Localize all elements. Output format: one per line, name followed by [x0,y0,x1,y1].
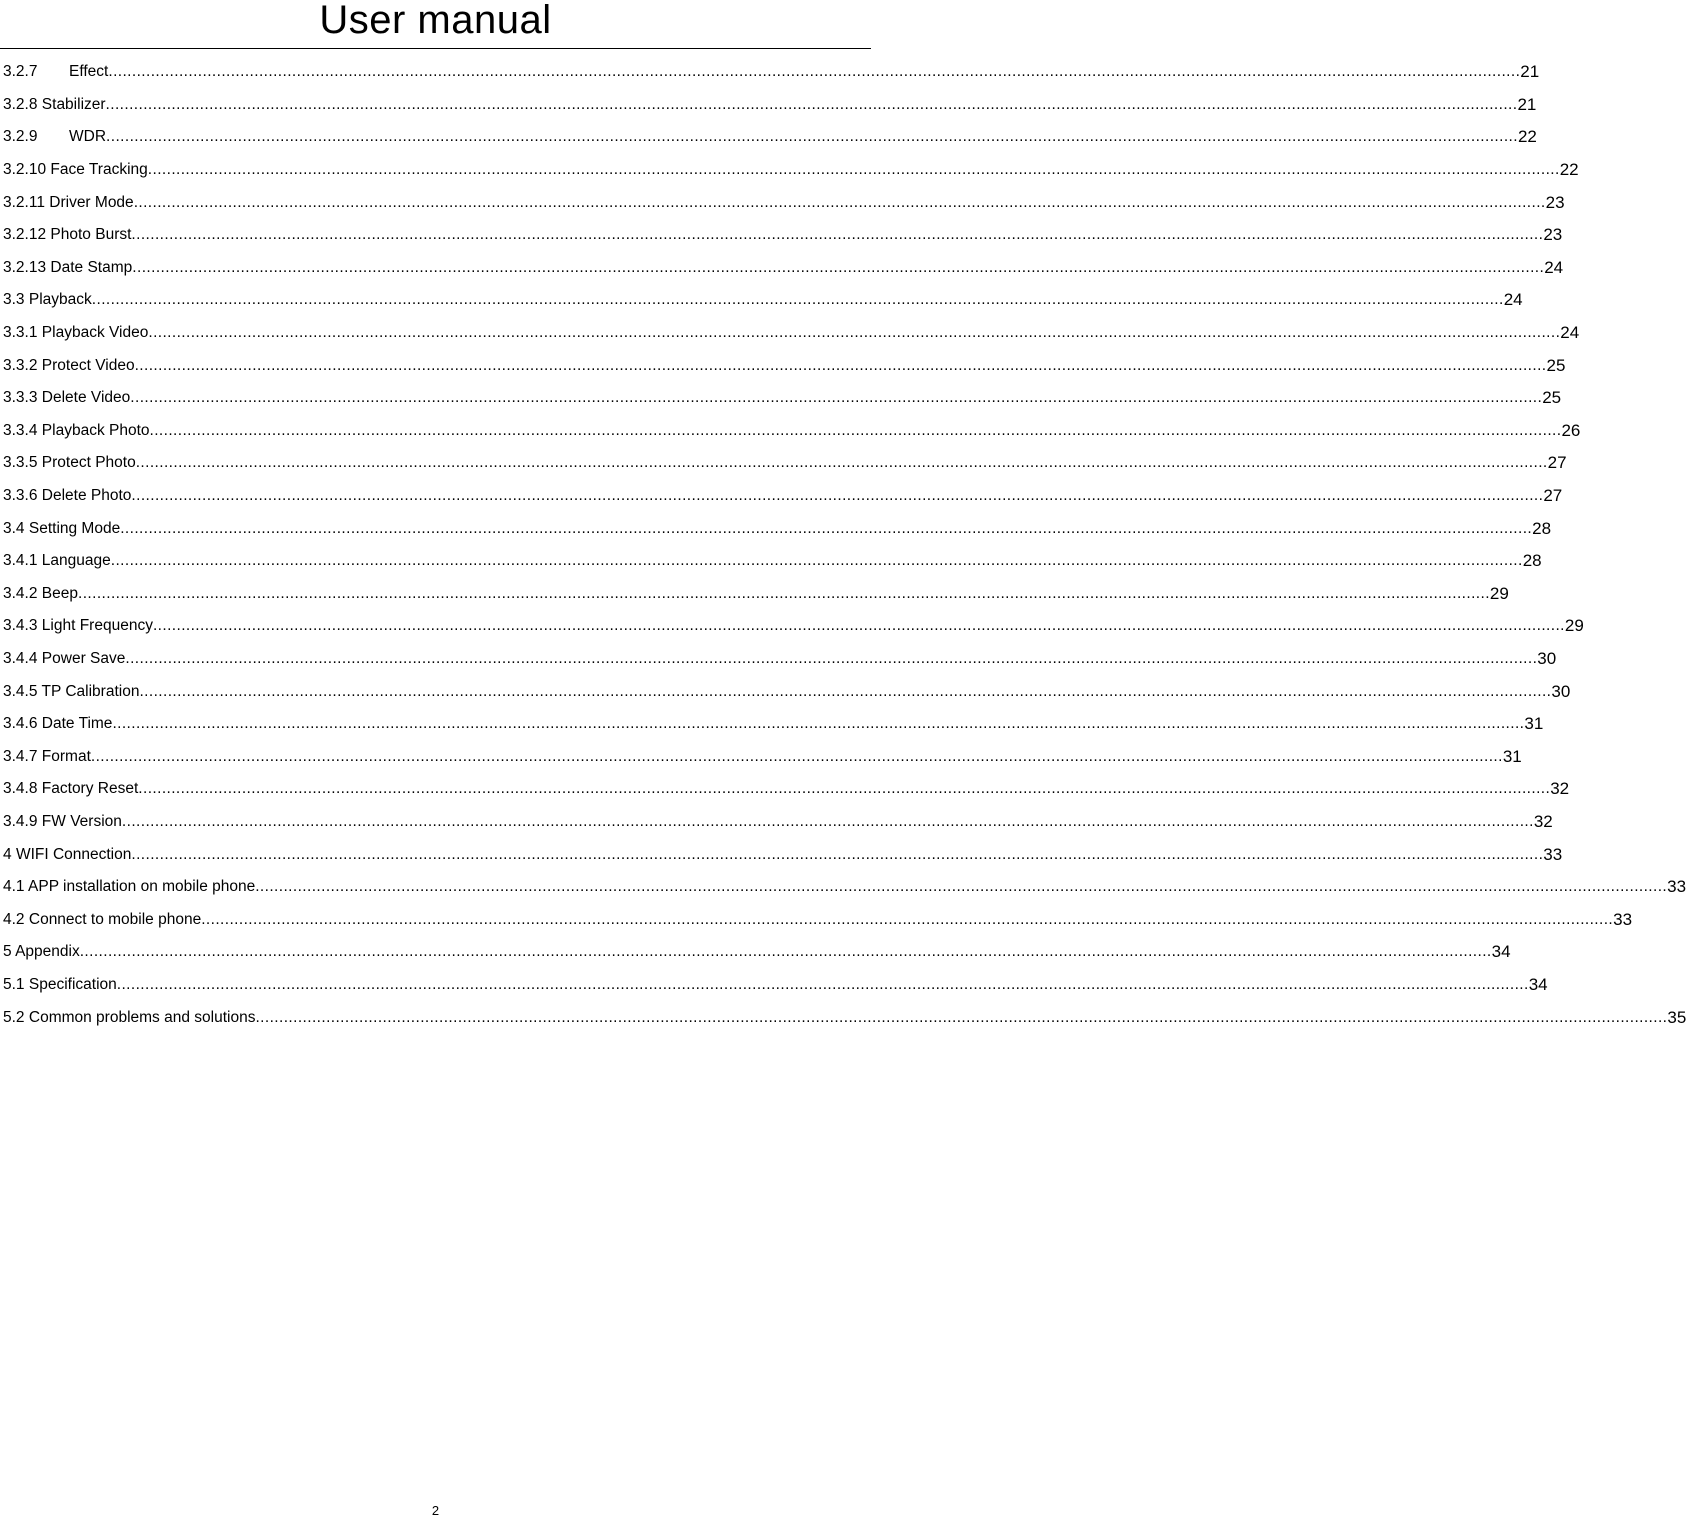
toc-entry-label [3,585,78,603]
toc-entry-number: 3.3.5 [3,454,38,472]
toc-entry[interactable] [3,838,1563,871]
toc-leader-dots: ............................................................................................................................................................................................................................................................................................................ [120,519,1533,537]
toc-entry-number: 3.4.6 [3,715,38,733]
toc-entry-label [3,520,120,538]
toc-entry-label [3,780,138,798]
toc-entry-text: Stabilizer [41,95,106,113]
toc-leader-dots: ............................................................................................................................................................................................................................................................................................................ [139,682,1552,700]
toc-entry-text: Format [41,747,91,765]
toc-entry-label [3,650,125,668]
toc-entry-number: 3.2.8 [3,95,38,113]
toc-entry-text: Delete Photo [41,487,132,505]
toc-entry-label [3,1009,255,1027]
toc-entry[interactable] [3,610,1584,643]
toc-leader-dots: ............................................................................................................................................................................................................................................................................................................ [121,812,1534,830]
toc-entry-number: 3.2.9 [3,128,38,146]
toc-entry[interactable] [3,545,1542,578]
toc-entry-number: 3.4.5 [3,682,38,700]
toc-entry-number: 3.2.7 [3,63,38,81]
toc-entry-label [3,617,153,635]
toc-entry-number: 4.2 [3,910,25,928]
toc-entry-number: 3.2.13 [3,258,47,276]
toc-entry-label [3,552,111,570]
toc-leader-dots: ............................................................................................................................................................................................................................................................................................................ [105,95,1518,113]
toc-entry-text: Delete Video [41,389,131,407]
toc-entry-number: 3.3.2 [3,356,38,374]
toc-leader-dots: ............................................................................................................................................................................................................................................................................................................ [78,584,1490,602]
toc-entry-number: 3.3.3 [3,389,38,407]
toc-entry-label [3,911,201,929]
toc-page-number: 32 [1550,779,1570,799]
toc-entry-label [3,454,136,472]
toc-entry-label [3,715,112,733]
toc-page-number: 29 [1564,616,1584,636]
toc-entry-label [3,226,131,244]
toc-page-number: 24 [1560,323,1580,343]
toc-leader-dots: ............................................................................................................................................................................................................................................................................................................ [152,617,1565,635]
toc-page-number: 21 [1520,62,1540,82]
toc-entry-number: 3.2.10 [3,161,47,179]
toc-entry-label [3,96,106,114]
toc-entry[interactable] [3,186,1565,219]
toc-leader-dots: ............................................................................................................................................................................................................................................................................................................ [201,910,1614,928]
toc-entry-text: Appendix [15,943,80,961]
toc-entry-text: Factory Reset [41,780,139,798]
toc-page-number: 27 [1543,486,1563,506]
toc-entry-number: 4.1 [3,878,25,896]
toc-entry-label [3,291,92,309]
toc-leader-dots: ............................................................................................................................................................................................................................................................................................................ [108,63,1521,81]
toc-page-number: 31 [1524,714,1544,734]
toc-entry[interactable] [3,56,1540,89]
toc-entry[interactable] [3,415,1581,448]
toc-leader-dots: ............................................................................................................................................................................................................................................................................................................ [110,552,1523,570]
toc-entry-label [3,128,106,146]
toc-entry-text: Light Frequency [41,617,153,635]
toc-leader-dots: ............................................................................................................................................................................................................................................................................................................ [132,258,1545,276]
toc-entry[interactable] [3,284,1523,317]
toc-page-number: 22 [1517,127,1537,147]
toc-page-number: 25 [1546,355,1566,375]
toc-entry[interactable] [3,512,1552,545]
toc-leader-dots: ............................................................................................................................................................................................................................................................................................................ [130,389,1543,407]
toc-page-number: 34 [1491,942,1511,962]
toc-entry-label [3,487,131,505]
toc-page-number: 34 [1528,974,1548,994]
toc-page-number: 33 [1543,844,1563,864]
toc-entry-number: 4 [3,845,12,863]
toc-entry-text: Protect Video [41,356,135,374]
toc-entry-label [3,389,130,407]
toc-page-number: 33 [1613,909,1633,929]
toc-entry-text: Setting Mode [28,519,121,537]
toc-entry-text: Playback Video [41,324,149,342]
toc-entry[interactable] [3,252,1564,285]
toc-leader-dots: ............................................................................................................................................................................................................................................................................................................ [255,878,1668,896]
toc-entry[interactable] [3,936,1511,969]
toc-page-number: 30 [1551,681,1571,701]
toc-leader-dots: ............................................................................................................................................................................................................................................................................................................ [131,226,1544,244]
toc-page-number: 25 [1542,388,1562,408]
toc-page-number: 35 [1667,1007,1686,1027]
toc-entry-number: 3.4.1 [3,552,38,570]
toc-entry-text: WDR [69,128,107,146]
toc-entry[interactable] [3,578,1509,611]
header-divider [0,48,871,49]
toc-entry-number: 3.4.4 [3,649,38,667]
toc-entry[interactable] [3,447,1567,480]
toc-entry[interactable] [3,89,1537,122]
toc-entry-text: Protect Photo [41,454,136,472]
toc-leader-dots: ............................................................................................................................................................................................................................................................................................................ [133,193,1546,211]
toc-entry-text: Effect [69,63,109,81]
toc-leader-dots: ............................................................................................................................................................................................................................................................................................................ [147,161,1560,179]
toc-entry[interactable] [3,643,1557,676]
toc-entry-number: 5.2 [3,1008,25,1026]
toc-entry[interactable] [3,480,1563,513]
toc-page-number: 32 [1533,811,1553,831]
toc-entry-label [3,943,80,961]
toc-entry-number: 5 [3,943,12,961]
toc-page-number: 26 [1561,420,1581,440]
toc-leader-dots: ............................................................................................................................................................................................................................................................................................................ [125,649,1538,667]
toc-page-number: 33 [1667,877,1686,897]
toc-entry-label [3,813,122,831]
toc-entry[interactable] [3,773,1570,806]
toc-entry-number: 3.4.7 [3,747,38,765]
toc-entry-text: TP Calibration [41,682,140,700]
toc-entry[interactable] [3,675,1571,708]
toc-page-number: 31 [1502,746,1522,766]
toc-entry[interactable] [3,871,1686,904]
toc-entry-label [3,846,131,864]
toc-page-number: 23 [1543,225,1563,245]
toc-leader-dots: ............................................................................................................................................................................................................................................................................................................ [131,487,1544,505]
toc-entry-label [3,194,134,212]
toc-leader-dots: ............................................................................................................................................................................................................................................................................................................ [79,943,1492,961]
toc-entry[interactable] [3,219,1563,252]
toc-entry-label [3,161,148,179]
toc-entry-text: Language [41,552,111,570]
toc-entry-number: 3.4.8 [3,780,38,798]
toc-entry-text: Photo Burst [50,226,132,244]
toc-entry-text: Specification [28,975,117,993]
toc-leader-dots: ............................................................................................................................................................................................................................................................................................................ [149,421,1562,439]
toc-entry-text: Date Time [41,715,113,733]
toc-entry-number: 3.3.4 [3,421,38,439]
toc-entry-label [3,878,255,896]
toc-entry-label [3,422,150,440]
toc-entry-number: 3.3 [3,291,25,309]
page-title: User manual [319,0,552,42]
toc-leader-dots: ............................................................................................................................................................................................................................................................................................................ [106,128,1518,146]
toc-page-number: 28 [1532,518,1552,538]
toc-entry-text: Playback [28,291,92,309]
toc-entry-number: 3.4.2 [3,584,38,602]
toc-entry-text: Driver Mode [49,193,134,211]
toc-leader-dots: ............................................................................................................................................................................................................................................................................................................ [116,975,1529,993]
page-number: 2 [431,1503,440,1518]
toc-entry-label [3,357,135,375]
toc-page-number: 29 [1489,583,1509,603]
toc-entry-label [3,63,108,81]
toc-entry-text: Connect to mobile phone [28,910,202,928]
toc-leader-dots: ............................................................................................................................................................................................................................................................................................................ [255,1008,1668,1026]
toc-leader-dots: ............................................................................................................................................................................................................................................................................................................ [131,845,1544,863]
toc-entry[interactable] [3,121,1537,154]
toc-page-number: 24 [1503,290,1523,310]
toc-entry-number: 3.4.9 [3,812,38,830]
toc-entry[interactable] [3,154,1579,187]
toc-entry-text: Playback Photo [41,421,150,439]
toc-page-number: 27 [1547,453,1567,473]
toc-page-number: 30 [1537,648,1557,668]
toc-page-number: 21 [1517,94,1537,114]
toc-entry-text: FW Version [41,812,122,830]
toc-entry-label [3,976,117,994]
toc-entry-number: 3.2.12 [3,226,47,244]
toc-entry-number: 5.1 [3,975,25,993]
toc-entry-number: 3.4.3 [3,617,38,635]
toc-entry[interactable] [3,382,1562,415]
toc-leader-dots: ............................................................................................................................................................................................................................................................................................................ [91,291,1504,309]
toc-entry-text: APP installation on mobile phone [28,878,256,896]
toc-leader-dots: ............................................................................................................................................................................................................................................................................................................ [135,454,1548,472]
toc-leader-dots: ............................................................................................................................................................................................................................................................................................................ [138,780,1551,798]
toc-page-number: 23 [1545,192,1565,212]
toc-leader-dots: ............................................................................................................................................................................................................................................................................................................ [112,715,1525,733]
toc-entry-text: Beep [41,584,78,602]
table-of-contents [3,56,1686,1034]
toc-entry[interactable] [3,740,1522,773]
toc-leader-dots: ............................................................................................................................................................................................................................................................................................................ [134,356,1547,374]
toc-entry-text: Date Stamp [50,258,133,276]
toc-entry-number: 3.3.1 [3,324,38,342]
toc-leader-dots: ............................................................................................................................................................................................................................................................................................................ [148,324,1561,342]
toc-entry[interactable] [3,903,1633,936]
toc-entry-text: WIFI Connection [15,845,132,863]
toc-entry-label [3,324,148,342]
toc-entry-label [3,748,91,766]
toc-leader-dots: ............................................................................................................................................................................................................................................................................................................ [90,747,1503,765]
toc-entry-number: 3.3.6 [3,487,38,505]
toc-entry[interactable] [3,806,1553,839]
toc-entry[interactable] [3,1001,1686,1034]
toc-page-number: 28 [1522,551,1542,571]
toc-entry-text: Power Save [41,649,126,667]
toc-entry-number: 3.2.11 [3,193,45,211]
toc-entry[interactable] [3,708,1544,741]
toc-entry-number: 3.4 [3,519,25,537]
toc-entry-label [3,259,132,277]
toc-entry[interactable] [3,317,1580,350]
toc-page-number: 24 [1544,257,1564,277]
toc-page-number: 22 [1559,160,1579,180]
toc-entry-text: Common problems and solutions [28,1008,256,1026]
toc-entry-text: Face Tracking [50,161,148,179]
toc-entry[interactable] [3,349,1566,382]
toc-entry[interactable] [3,969,1548,1002]
toc-entry-label [3,683,139,701]
